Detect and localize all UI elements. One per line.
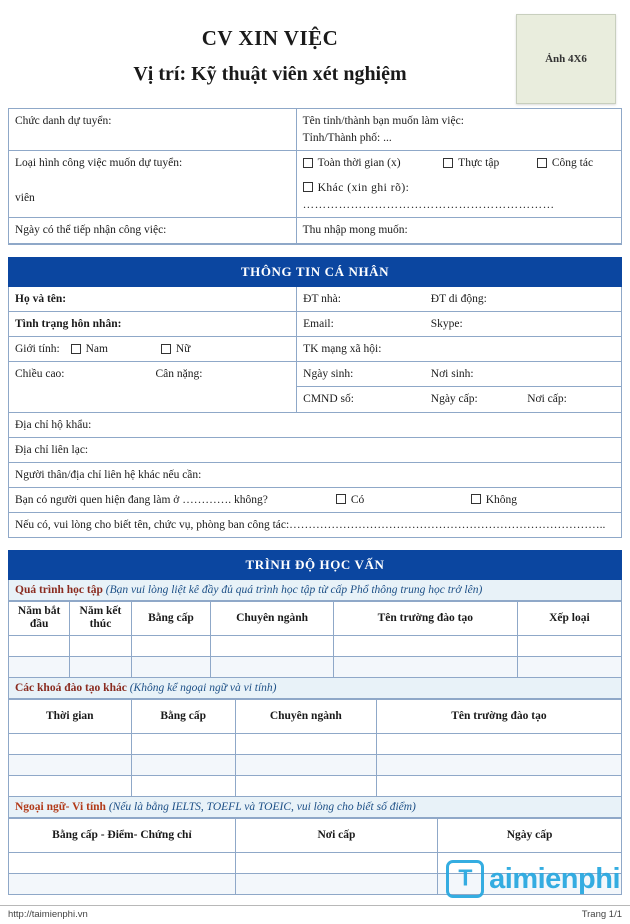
birthday-label: Ngày sinh: [303, 368, 354, 381]
position-label: Chức danh dự tuyển: [9, 109, 297, 150]
option-other[interactable]: Khác (xin ghi rõ): ……………………………………………………… [302, 182, 555, 211]
col-issue-place: Nơi cấp [235, 818, 437, 852]
row-start-salary [9, 218, 621, 244]
table-row[interactable] [9, 635, 622, 656]
education-table [8, 601, 622, 678]
cell-certificate[interactable] [9, 873, 236, 894]
option-intern[interactable]: Thực tập [443, 155, 537, 172]
other-courses-note: (Không kể ngoại ngữ và vi tính) [129, 681, 277, 694]
start-date-label: Ngày có thể tiếp nhận công việc: [9, 218, 297, 243]
checkbox-female[interactable] [161, 344, 171, 354]
page-title: CV XIN VIỆC [201, 26, 339, 50]
cell-school[interactable] [376, 754, 621, 775]
checkbox-intern[interactable] [443, 158, 453, 168]
work-type-options [297, 151, 621, 217]
option-male[interactable]: Nam [71, 343, 108, 355]
cell-degree[interactable] [131, 656, 211, 677]
work-type-label-line1: Loại hình công việc muốn dự tuyển: [15, 157, 183, 170]
taimienphi-logo-icon [446, 860, 484, 898]
cell-major[interactable] [235, 754, 376, 775]
fulltime-mark: (x) [387, 157, 401, 170]
field-height-weight [9, 362, 296, 386]
other-courses-heading [8, 678, 622, 699]
option-acq-no[interactable]: Không [471, 494, 517, 506]
cell-issue-place[interactable] [235, 873, 437, 894]
email-label: Email: [303, 318, 334, 331]
photo-placeholder: Ảnh 4X6 [516, 14, 616, 104]
gender-label: Giới tính: [15, 343, 60, 356]
height-label: Chiều cao: [15, 368, 65, 381]
table-row[interactable] [9, 754, 622, 775]
province-value: Tỉnh/Thành phố: ... [302, 131, 392, 144]
language-heading [8, 797, 622, 818]
education-process-heading [8, 580, 622, 601]
field-marital-status: Tình trạng hôn nhân: [9, 312, 296, 337]
checkbox-other[interactable] [303, 182, 313, 192]
skype-label: Skype: [430, 318, 463, 331]
col-degree: Bằng cấp [131, 601, 211, 635]
field-social: TK mạng xã hội: [297, 337, 621, 362]
cell-start-year[interactable] [9, 656, 70, 677]
cell-degree[interactable] [131, 635, 211, 656]
field-birth [297, 362, 621, 387]
cell-major[interactable] [235, 775, 376, 796]
work-type-label [9, 151, 297, 217]
table-header-row [9, 601, 622, 635]
cell-school[interactable] [333, 656, 517, 677]
field-acquaintance [8, 488, 622, 513]
col-issue-date: Ngày cấp [438, 818, 622, 852]
cell-major[interactable] [211, 635, 334, 656]
row-position [9, 109, 621, 151]
weight-label: Cân nặng: [155, 368, 203, 381]
page-subtitle: Vị trí: Kỹ thuật viên xét nghiệm [133, 63, 407, 85]
col-certificate: Bằng cấp - Điểm- Chứng chỉ [9, 818, 236, 852]
page-footer [0, 905, 630, 924]
job-info-block [8, 108, 622, 245]
cell-major[interactable] [235, 733, 376, 754]
cell-duration[interactable] [9, 775, 132, 796]
cell-start-year[interactable] [9, 635, 70, 656]
table-row[interactable] [9, 656, 622, 677]
watermark-text: aimienphi [489, 862, 620, 895]
col-rank: Xếp loại [517, 601, 621, 635]
cell-certificate[interactable] [9, 852, 236, 873]
language-note: (Nếu là bằng IELTS, TOEFL và TOEIC, vui lòng cho biết số điểm) [108, 800, 416, 813]
watermark-taimienphi [446, 860, 620, 898]
field-id [297, 387, 621, 411]
province-label: Tên tỉnh/thành bạn muốn làm việc: [302, 115, 464, 127]
cell-end-year[interactable] [70, 656, 131, 677]
footer-page-number: Trang 1/1 [581, 909, 622, 920]
cell-duration[interactable] [9, 754, 132, 775]
col-duration: Thời gian [9, 699, 132, 733]
cell-school[interactable] [333, 635, 517, 656]
education-process-lead: Quá trình học tập [15, 583, 103, 596]
other-courses-table [8, 699, 622, 797]
option-acq-yes[interactable]: Có [336, 492, 468, 508]
other-courses-lead: Các khoá đào tạo khác [15, 681, 127, 694]
id-number-label: CMND số: [303, 393, 354, 406]
table-row[interactable] [9, 775, 622, 796]
cell-duration[interactable] [9, 733, 132, 754]
col-start-year: Năm bắt đầu [9, 601, 70, 635]
cell-degree[interactable] [131, 775, 235, 796]
cell-major[interactable] [211, 656, 334, 677]
col-school: Tên trường đào tạo [376, 699, 621, 733]
personal-info-block [8, 287, 622, 412]
cell-end-year[interactable] [70, 635, 131, 656]
cell-school[interactable] [376, 733, 621, 754]
field-acquaintance-detail: Nếu có, vui lòng cho biết tên, chức vụ, phòng ban công tác:……………………………………………………………………….. [8, 513, 622, 538]
checkbox-male[interactable] [71, 344, 81, 354]
cell-issue-place[interactable] [235, 852, 437, 873]
col-degree: Bằng cấp [131, 699, 235, 733]
work-type-label-line2: viên [15, 192, 35, 205]
field-gender [9, 337, 296, 362]
cell-rank[interactable] [517, 656, 621, 677]
footer-url[interactable]: http://taimienphi.vn [8, 909, 88, 920]
field-contact-address: Địa chỉ liên lạc: [8, 438, 622, 463]
row-work-type [9, 151, 621, 218]
table-row[interactable] [9, 733, 622, 754]
col-major: Chuyên ngành [211, 601, 334, 635]
field-phones [297, 287, 621, 312]
id-date-label: Ngày cấp: [430, 393, 478, 406]
cell-degree[interactable] [131, 733, 235, 754]
col-school: Tên trường đào tạo [333, 601, 517, 635]
checkbox-acq-yes[interactable] [336, 494, 346, 504]
col-major: Chuyên ngành [235, 699, 376, 733]
checkbox-fulltime[interactable] [303, 158, 313, 168]
table-header-row [9, 699, 622, 733]
education-process-note: (Bạn vui lòng liệt kê đầy đủ quá trình học tập từ cấp Phổ thông trung học trở lên) [105, 583, 483, 596]
province-cell [297, 109, 621, 150]
field-fullname: Họ và tên: [9, 287, 296, 312]
field-relative-contact: Người thân/địa chỉ liên hệ khác nếu cần: [8, 463, 622, 488]
id-place-label: Nơi cấp: [527, 393, 567, 406]
birthplace-label: Nơi sinh: [430, 368, 474, 381]
section-personal-info: THÔNG TIN CÁ NHÂN [8, 257, 622, 287]
acquaintance-question: Bạn có người quen hiện đang làm ở …………. không? [15, 493, 268, 506]
option-female[interactable]: Nữ [161, 343, 191, 355]
salary-label: Thu nhập mong muốn: [302, 224, 408, 237]
document-header [8, 8, 622, 108]
language-lead: Ngoại ngữ- Vi tính [15, 800, 106, 813]
checkbox-acq-no[interactable] [471, 494, 481, 504]
mobile-phone-label: ĐT di động: [430, 293, 487, 306]
col-end-year: Năm kết thúc [70, 601, 131, 635]
option-fulltime[interactable]: Toàn thời gian (x) [303, 155, 444, 172]
section-education: TRÌNH ĐỘ HỌC VẤN [8, 550, 622, 580]
checkbox-collab[interactable] [537, 158, 547, 168]
cell-rank[interactable] [517, 635, 621, 656]
field-email-skype [297, 312, 621, 337]
field-permanent-address: Địa chỉ hộ khẩu: [8, 413, 622, 438]
cell-school[interactable] [376, 775, 621, 796]
cell-degree[interactable] [131, 754, 235, 775]
personal-right-column [297, 287, 621, 411]
personal-left-column [9, 287, 297, 411]
option-collab[interactable]: Công tác [537, 155, 615, 172]
table-header-row [9, 818, 622, 852]
home-phone-label: ĐT nhà: [303, 293, 341, 306]
